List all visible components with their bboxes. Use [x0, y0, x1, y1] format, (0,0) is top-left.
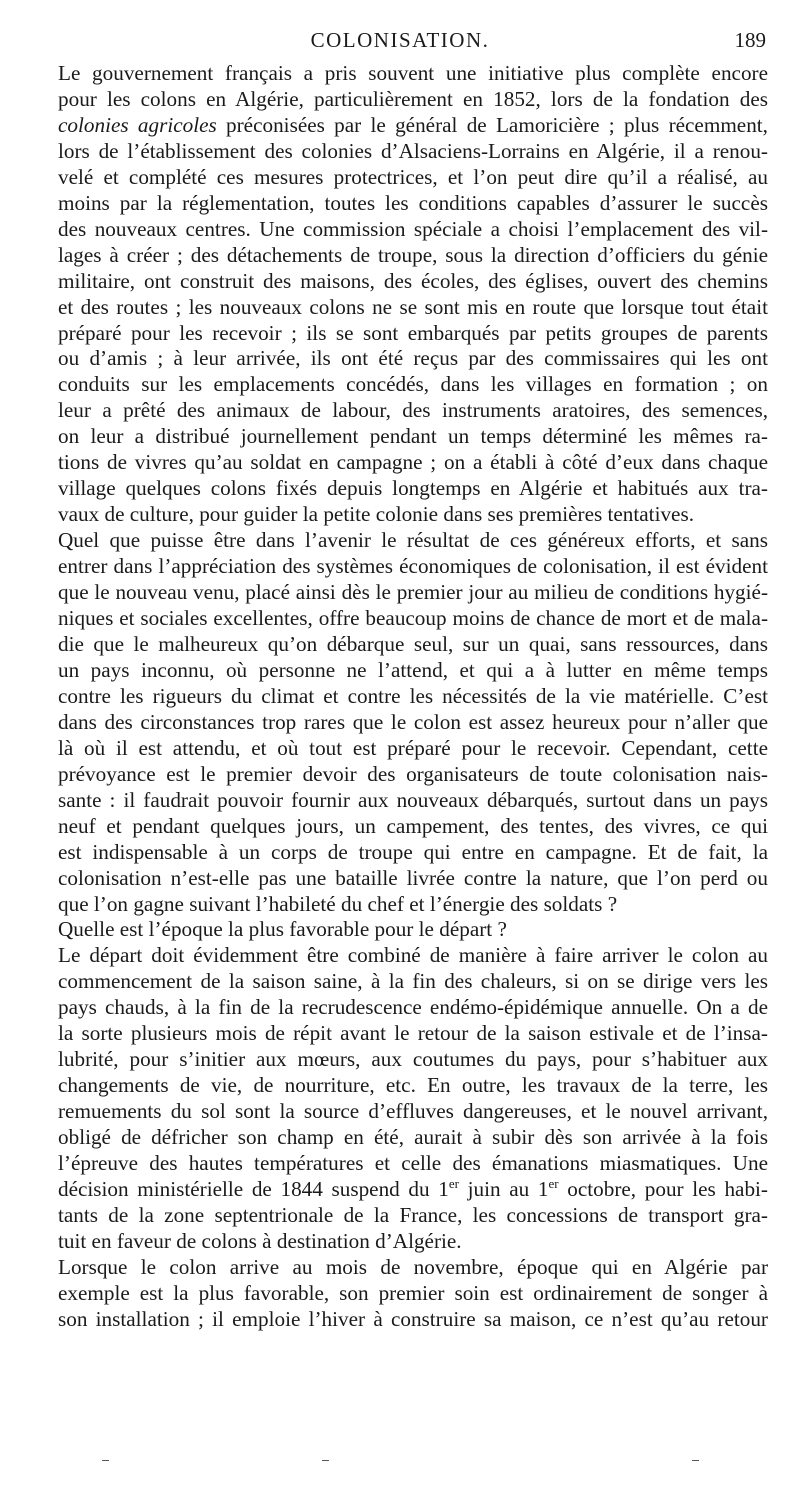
footer-mark: [692, 1460, 699, 1461]
text-line: tions de vivres qu’au soldat en campagne ; on a établi à côté d’eux dans chaque: [58, 450, 768, 475]
text-line: leur a prêté des animaux de labour, des instruments aratoires, des semences,: [58, 398, 768, 423]
running-title: COLONISATION.: [310, 28, 490, 52]
body-text: [32, 61, 768, 1333]
text-line: et des routes ; les nouveaux colons ne se sont mis en route que lorsque tout était: [58, 294, 768, 319]
text-line: que l’on gagne suivant l’habileté du chef et l’énergie des soldats ?: [58, 891, 618, 916]
text-line: entrer dans l’appréciation des systèmes économiques de colonisation, il est évident: [58, 554, 768, 579]
paragraph: [32, 61, 768, 528]
footer-mark: [322, 1460, 329, 1461]
text-line: préparé pour les recevoir ; ils se sont embarqués par petits groupes de parents: [58, 320, 768, 345]
text-line: prévoyance est le premier devoir des organisateurs de toute colonisation nais-: [58, 761, 768, 786]
text-line: des nouveaux centres. Une commission spéciale a choisi l’emplacement des vil-: [58, 216, 768, 241]
text-line: changements de vie, de nourriture, etc. En outre, les travaux de la terre, les: [58, 1073, 768, 1098]
text-line: pour les colons en Algérie, particulièrement en 1852, lors de la fondation des: [58, 86, 768, 111]
text-line: contre les rigueurs du climat et contre les nécessités de la vie matérielle. C’est: [58, 683, 768, 708]
text-line: lubrité, pour s’initier aux mœurs, aux coutumes du pays, pour s’habituer aux: [58, 1047, 768, 1072]
text-line: décision ministérielle de 1844 suspend du 1er juin au 1er octobre, pour les habi-: [58, 1175, 768, 1201]
text-line: sante : il faudrait pouvoir fournir aux nouveaux débarqués, surtout dans un pays: [58, 787, 768, 812]
running-head: [32, 28, 768, 58]
text-line: Lorsque le colon arrive au mois de novembre, époque qui en Algérie par: [58, 1254, 768, 1279]
text-line: colonies agricoles préconisées par le général de Lamoricière ; plus récemment,: [58, 112, 768, 137]
paragraph: [32, 1255, 768, 1333]
text-line: velé et complété ces mesures protectrices, et l’on peut dire qu’il a réalisé, au: [58, 164, 768, 189]
text-line: dans des circonstances trop rares que le colon est assez heureux pour n’aller que: [58, 709, 768, 734]
text-line: la sorte plusieurs mois de répit avant le retour de la saison estivale et de l’insa-: [58, 1021, 768, 1046]
text-line: pays chauds, à la fin de la recrudescence endémo-épidémique annuelle. On a de: [58, 995, 768, 1020]
text-line: colonisation n’est-elle pas une bataille livrée contre la nature, que l’on perd ou: [58, 865, 768, 890]
paragraph: [32, 943, 768, 1254]
text-line: vaux de culture, pour guider la petite colonie dans ses premières tentatives.: [58, 502, 694, 527]
footer-marks: [32, 1460, 768, 1466]
paragraph: [32, 528, 768, 917]
text-line: die que le malheureux qu’on débarque seul, sur un quai, sans ressources, dans: [58, 631, 768, 656]
page-number: 189: [734, 28, 766, 52]
text-line: lages à créer ; des détachements de troupe, sous la direction d’officiers du génie: [58, 242, 768, 267]
text-line: ou d’amis ; à leur arrivée, ils ont été reçus par des commissaires qui les ont: [58, 346, 768, 371]
text-line: Le gouvernement français a pris souvent une initiative plus complète encore: [58, 61, 768, 85]
text-line: militaire, ont construit des maisons, des écoles, des églises, ouvert des chemins: [58, 268, 768, 293]
text-line: là où il est attendu, et où tout est préparé pour le recevoir. Cependant, cette: [58, 735, 768, 760]
text-line: remuements du sol sont la source d’effluves dangereuses, et le nouvel arrivant,: [58, 1099, 768, 1124]
text-line: Quel que puisse être dans l’avenir le résultat de ces généreux efforts, et sans: [58, 528, 768, 553]
text-line: son installation ; il emploie l’hiver à construire sa maison, ce n’est qu’au retour: [58, 1306, 768, 1331]
text-line: niques et sociales excellentes, offre beaucoup moins de chance de mort et de mala-: [58, 606, 768, 631]
text-line: neuf et pendant quelques jours, un campement, des tentes, des vivres, ce qui: [58, 813, 768, 838]
book-page: [32, 28, 768, 1333]
text-line: moins par la réglementation, toutes les conditions capables d’assurer le succès: [58, 190, 768, 215]
text-line: un pays inconnu, où personne ne l’attend, et qui a à lutter en même temps: [58, 657, 768, 682]
footer-mark: [102, 1460, 109, 1461]
text-line: Quelle est l’époque la plus favorable pour le départ ?: [58, 917, 507, 942]
text-line: que le nouveau venu, placé ainsi dès le premier jour au milieu de conditions hygié-: [58, 580, 768, 605]
paragraph: [32, 917, 768, 943]
text-line: tuit en faveur de colons à destination d’Algérie.: [58, 1228, 462, 1253]
text-line: Le départ doit évidemment être combiné de manière à faire arriver le colon au: [58, 943, 768, 968]
text-line: exemple est la plus favorable, son premier soin est ordinairement de songer à: [58, 1280, 768, 1305]
text-line: on leur a distribué journellement pendant un temps déterminé les mêmes ra-: [58, 424, 768, 449]
text-line: conduits sur les emplacements concédés, dans les villages en formation ; on: [58, 372, 768, 397]
text-line: est indispensable à un corps de troupe qui entre en campagne. Et de fait, la: [58, 839, 768, 864]
text-line: tants de la zone septentrionale de la France, les concessions de transport gra-: [58, 1202, 768, 1227]
text-line: commencement de la saison saine, à la fin des chaleurs, si on se dirige vers les: [58, 969, 768, 994]
text-line: village quelques colons fixés depuis longtemps en Algérie et habitués aux tra-: [58, 476, 768, 501]
text-line: lors de l’établissement des colonies d’Alsaciens-Lorrains en Algérie, il a renou-: [58, 138, 768, 163]
text-line: l’épreuve des hautes températures et celle des émanations miasmatiques. Une: [58, 1151, 768, 1176]
text-line: obligé de défricher son champ en été, aurait à subir dès son arrivée à la fois: [58, 1125, 768, 1150]
